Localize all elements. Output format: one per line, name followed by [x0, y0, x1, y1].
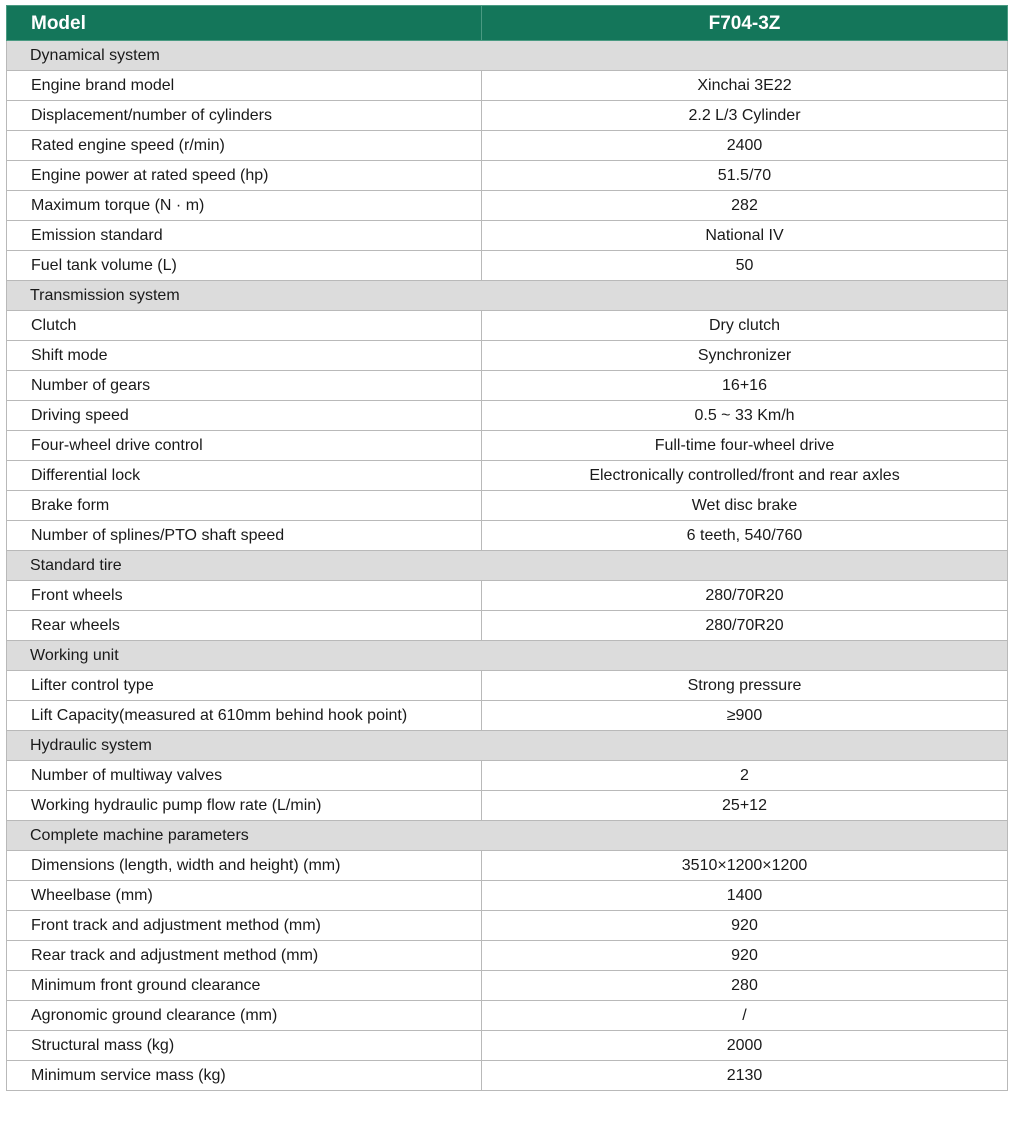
- spec-label: Working hydraulic pump flow rate (L/min): [7, 791, 482, 821]
- spec-label: Emission standard: [7, 221, 482, 251]
- table-row: [7, 131, 1008, 161]
- spec-value: 1400: [482, 881, 1008, 911]
- table-row: [7, 311, 1008, 341]
- model-header-value: F704-3Z: [482, 6, 1008, 41]
- spec-value: National IV: [482, 221, 1008, 251]
- spec-label: Number of multiway valves: [7, 761, 482, 791]
- spec-value: 6 teeth, 540/760: [482, 521, 1008, 551]
- spec-label: Rear wheels: [7, 611, 482, 641]
- spec-label: Shift mode: [7, 341, 482, 371]
- section-header-row: [7, 641, 1008, 671]
- table-row: [7, 491, 1008, 521]
- spec-value: 280/70R20: [482, 611, 1008, 641]
- spec-value: 0.5 ~ 33 Km/h: [482, 401, 1008, 431]
- spec-label: Lifter control type: [7, 671, 482, 701]
- table-row: [7, 761, 1008, 791]
- table-row: [7, 1061, 1008, 1091]
- table-row: [7, 701, 1008, 731]
- spec-table: [6, 5, 1008, 1091]
- section-header-row: [7, 41, 1008, 71]
- spec-value: 2: [482, 761, 1008, 791]
- spec-value: Full-time four-wheel drive: [482, 431, 1008, 461]
- section-title: Standard tire: [7, 551, 1008, 581]
- spec-label: Brake form: [7, 491, 482, 521]
- spec-value: 25+12: [482, 791, 1008, 821]
- section-title: Working unit: [7, 641, 1008, 671]
- table-row: [7, 671, 1008, 701]
- spec-label: Engine brand model: [7, 71, 482, 101]
- spec-value: 2400: [482, 131, 1008, 161]
- spec-label: Number of splines/PTO shaft speed: [7, 521, 482, 551]
- table-row: [7, 71, 1008, 101]
- spec-label: Engine power at rated speed (hp): [7, 161, 482, 191]
- spec-label: Maximum torque (N · m): [7, 191, 482, 221]
- spec-value: 2.2 L/3 Cylinder: [482, 101, 1008, 131]
- spec-value: 282: [482, 191, 1008, 221]
- spec-label: Rated engine speed (r/min): [7, 131, 482, 161]
- spec-label: Driving speed: [7, 401, 482, 431]
- section-title: Hydraulic system: [7, 731, 1008, 761]
- table-row: [7, 1031, 1008, 1061]
- section-title: Transmission system: [7, 281, 1008, 311]
- section-title: Complete machine parameters: [7, 821, 1008, 851]
- section-header-row: [7, 551, 1008, 581]
- spec-label: Front track and adjustment method (mm): [7, 911, 482, 941]
- table-row: [7, 461, 1008, 491]
- spec-table-body: [7, 41, 1008, 1091]
- section-title: Dynamical system: [7, 41, 1008, 71]
- spec-label: Rear track and adjustment method (mm): [7, 941, 482, 971]
- section-header-row: [7, 821, 1008, 851]
- spec-value: ≥900: [482, 701, 1008, 731]
- table-row: [7, 611, 1008, 641]
- spec-value: 280: [482, 971, 1008, 1001]
- table-header-row: [7, 6, 1008, 41]
- table-row: [7, 581, 1008, 611]
- spec-value: 280/70R20: [482, 581, 1008, 611]
- spec-value: Synchronizer: [482, 341, 1008, 371]
- spec-value: /: [482, 1001, 1008, 1031]
- spec-value: 2130: [482, 1061, 1008, 1091]
- spec-value: 50: [482, 251, 1008, 281]
- spec-value: Dry clutch: [482, 311, 1008, 341]
- table-row: [7, 1001, 1008, 1031]
- section-header-row: [7, 731, 1008, 761]
- spec-value: Strong pressure: [482, 671, 1008, 701]
- spec-label: Minimum front ground clearance: [7, 971, 482, 1001]
- table-row: [7, 941, 1008, 971]
- spec-label: Wheelbase (mm): [7, 881, 482, 911]
- spec-value: 51.5/70: [482, 161, 1008, 191]
- spec-label: Lift Capacity(measured at 610mm behind hook point): [7, 701, 482, 731]
- spec-label: Fuel tank volume (L): [7, 251, 482, 281]
- spec-value: 2000: [482, 1031, 1008, 1061]
- table-row: [7, 221, 1008, 251]
- spec-value: 3510×1200×1200: [482, 851, 1008, 881]
- table-row: [7, 341, 1008, 371]
- table-row: [7, 971, 1008, 1001]
- table-row: [7, 401, 1008, 431]
- spec-value: 16+16: [482, 371, 1008, 401]
- spec-label: Clutch: [7, 311, 482, 341]
- model-header-label: Model: [7, 6, 482, 41]
- spec-label: Structural mass (kg): [7, 1031, 482, 1061]
- spec-value: Xinchai 3E22: [482, 71, 1008, 101]
- spec-label: Front wheels: [7, 581, 482, 611]
- table-row: [7, 791, 1008, 821]
- spec-value: Wet disc brake: [482, 491, 1008, 521]
- table-row: [7, 851, 1008, 881]
- spec-label: Four-wheel drive control: [7, 431, 482, 461]
- table-row: [7, 521, 1008, 551]
- table-row: [7, 161, 1008, 191]
- spec-value: 920: [482, 941, 1008, 971]
- section-header-row: [7, 281, 1008, 311]
- spec-value: Electronically controlled/front and rear axles: [482, 461, 1008, 491]
- spec-label: Displacement/number of cylinders: [7, 101, 482, 131]
- table-row: [7, 251, 1008, 281]
- table-row: [7, 101, 1008, 131]
- table-row: [7, 371, 1008, 401]
- table-row: [7, 191, 1008, 221]
- spec-label: Agronomic ground clearance (mm): [7, 1001, 482, 1031]
- table-row: [7, 881, 1008, 911]
- table-row: [7, 911, 1008, 941]
- spec-value: 920: [482, 911, 1008, 941]
- spec-label: Minimum service mass (kg): [7, 1061, 482, 1091]
- spec-label: Dimensions (length, width and height) (mm): [7, 851, 482, 881]
- table-row: [7, 431, 1008, 461]
- spec-label: Differential lock: [7, 461, 482, 491]
- spec-label: Number of gears: [7, 371, 482, 401]
